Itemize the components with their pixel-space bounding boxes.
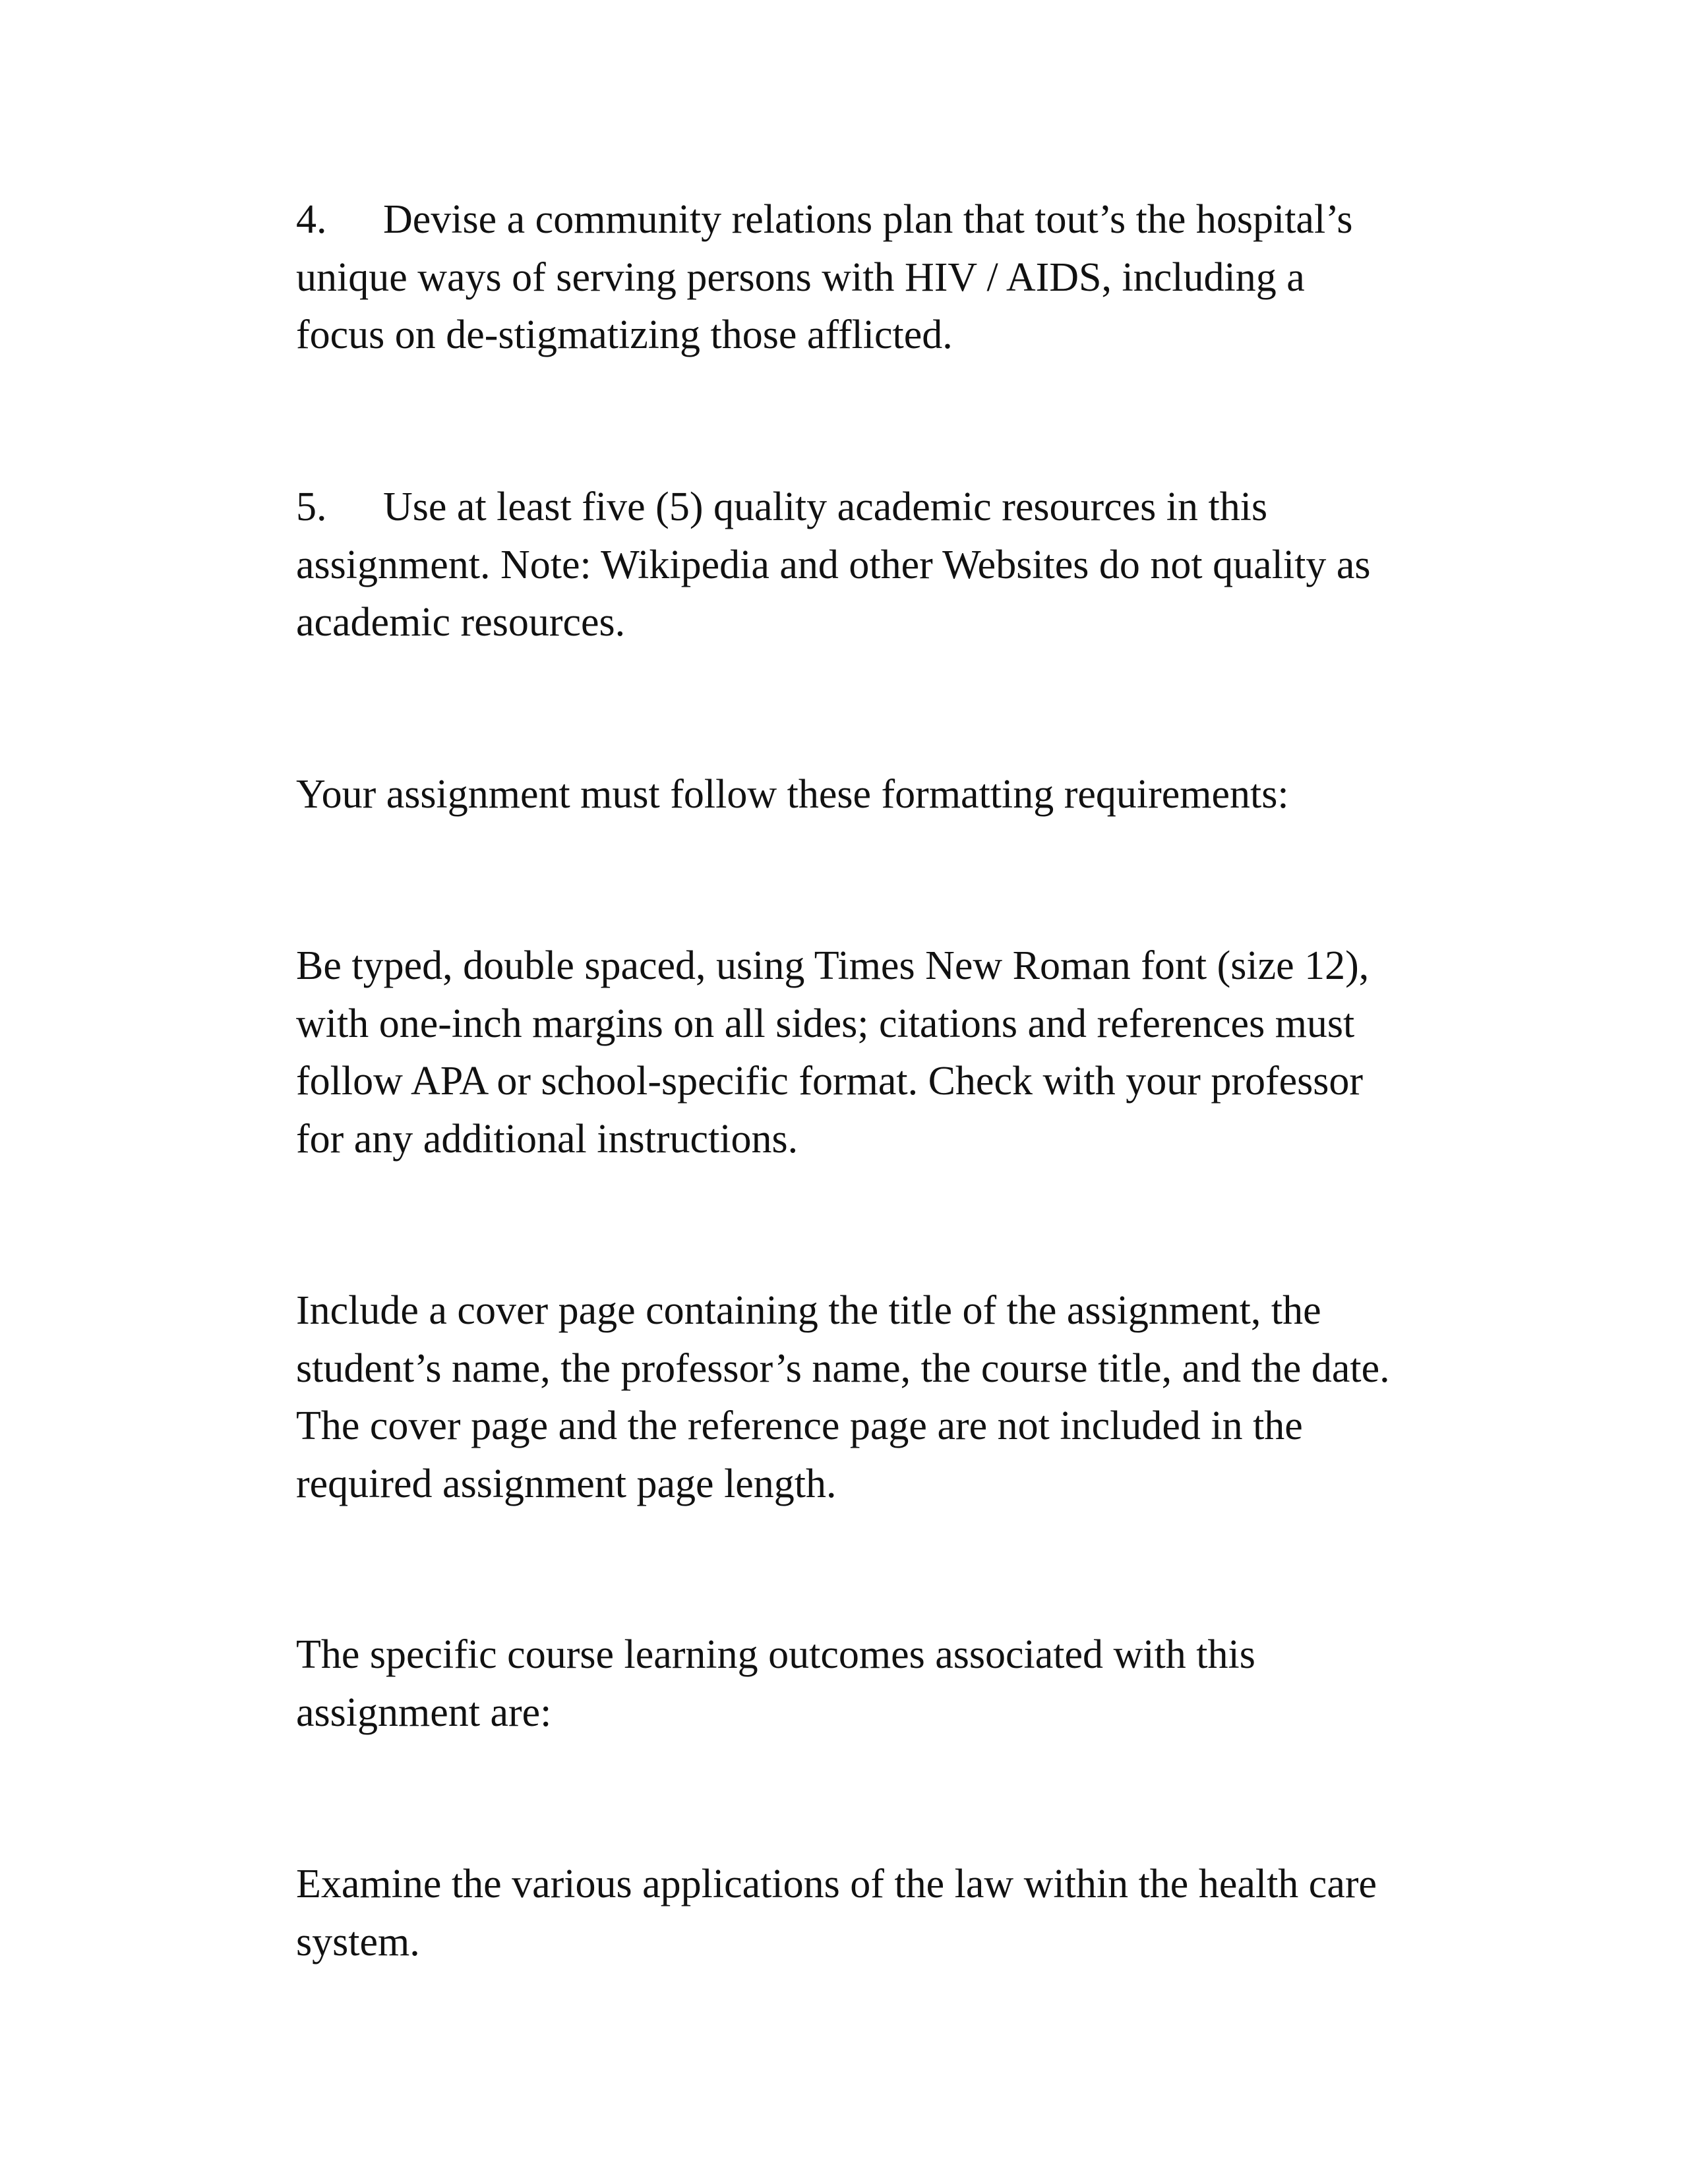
list-item-5-line-1 <box>296 479 1476 537</box>
outcome-line-1: Examine the various applications of the law within the health care <box>296 1862 1377 1906</box>
formatting-intro-text: Your assignment must follow these formatting requirements: <box>296 772 1289 817</box>
list-item-4-text-line-2: unique ways of serving persons with HIV / AIDS, including a <box>296 254 1305 300</box>
outcome-line-2: system. <box>296 1919 420 1964</box>
outcomes-intro-line-1: The specific course learning outcomes associated with this <box>296 1632 1255 1677</box>
list-item-4 <box>296 191 1476 365</box>
formatting-line-2: with one-inch margins on all sides; citations and references must <box>296 1001 1355 1046</box>
list-item-5-number: 5. <box>296 485 327 529</box>
cover-page-line-3: The cover page and the reference page are not included in the <box>296 1403 1303 1448</box>
cover-page-line-2: student’s name, the professor’s name, the course title, and the date. <box>296 1345 1390 1391</box>
formatting-line-4: for any additional instructions. <box>296 1116 799 1162</box>
cover-page-paragraph <box>296 1282 1476 1513</box>
cover-page-line-4: required assignment page length. <box>296 1461 837 1506</box>
learning-outcome-item <box>296 1856 1476 1971</box>
formatting-requirements-paragraph <box>296 937 1476 1168</box>
list-item-4-text-line-1: Devise a community relations plan that tout’s the hospital’s <box>383 197 1353 242</box>
list-item-5-text-line-3: academic resources. <box>296 600 626 645</box>
formatting-line-3: follow APA or school-specific format. Check with your professor <box>296 1059 1364 1104</box>
list-item-4-number: 4. <box>296 197 327 242</box>
outcomes-intro-line-2: assignment are: <box>296 1690 552 1735</box>
cover-page-line-1: Include a cover page containing the title of the assignment, the <box>296 1288 1321 1333</box>
list-item-4-line-1 <box>296 191 1476 249</box>
formatting-intro <box>296 766 1476 824</box>
list-item-5 <box>296 479 1476 652</box>
list-item-5-text-line-2: assignment. Note: Wikipedia and other Websites do not quality as <box>296 542 1371 587</box>
formatting-line-1: Be typed, double spaced, using Times New Roman font (size 12), <box>296 943 1370 988</box>
learning-outcomes-intro <box>296 1626 1476 1742</box>
list-item-5-text-line-1: Use at least five (5) quality academic resources in this <box>383 485 1268 529</box>
list-item-4-text-line-3: focus on de-stigmatizing those afflicted. <box>296 312 953 357</box>
